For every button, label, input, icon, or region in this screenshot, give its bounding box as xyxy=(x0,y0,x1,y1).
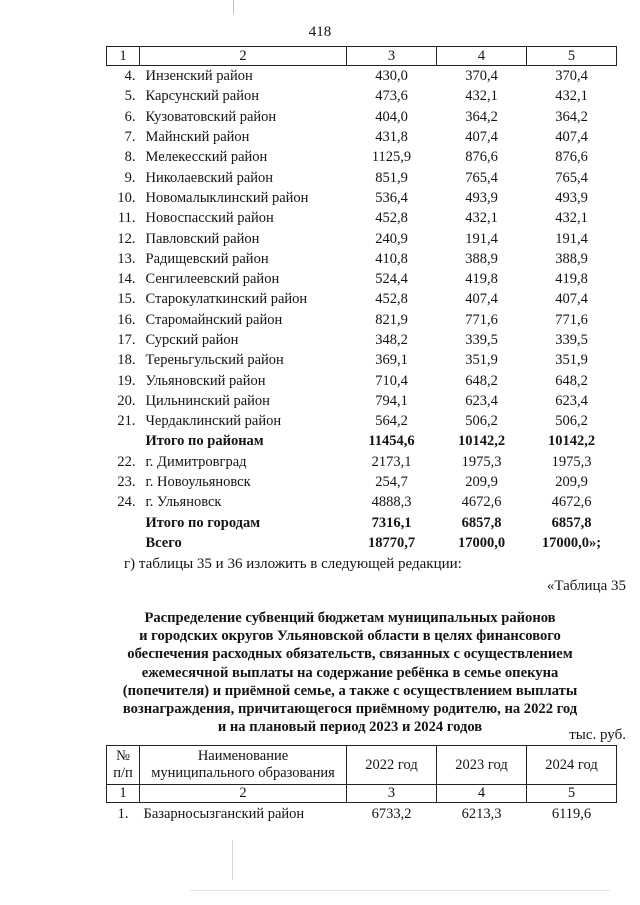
column-number: 4 xyxy=(437,785,527,803)
row-name: Цильнинский район xyxy=(145,392,270,409)
scan-mark xyxy=(190,890,610,891)
table-row xyxy=(107,269,617,289)
value-2023: 10142,2 xyxy=(457,433,506,450)
row-name: Тереньгульский район xyxy=(145,352,284,369)
value-2023: 432,1 xyxy=(465,210,498,227)
value-2024: 419,8 xyxy=(555,271,588,288)
row-number: 23. xyxy=(117,474,136,491)
row-name: г. Ульяновск xyxy=(145,494,222,511)
table-row xyxy=(107,107,617,127)
value-2023: 4672,6 xyxy=(461,494,502,511)
row-number: 5. xyxy=(124,88,136,105)
header-cell-2022: 2022 год xyxy=(347,746,437,785)
value-2022: 4888,3 xyxy=(371,494,412,511)
value-2023: 1975,3 xyxy=(461,453,502,470)
header-cell-number xyxy=(107,746,140,785)
value-2023: 388,9 xyxy=(465,250,498,267)
value-2024: 432,1 xyxy=(555,88,588,105)
value-2022: 794,1 xyxy=(375,392,408,409)
row-number: 8. xyxy=(124,149,136,166)
row-name: Итого по районам xyxy=(145,433,264,450)
value-2024: 771,6 xyxy=(555,311,588,328)
value-2022: 348,2 xyxy=(375,332,408,348)
value-2022: 473,6 xyxy=(375,88,408,105)
amendment-text: г) таблицы 35 и 36 изложить в следующей редакции: xyxy=(124,556,462,572)
value-2024: 432,1 xyxy=(555,210,588,227)
table-row xyxy=(107,330,617,350)
row-name: Старокулаткинский район xyxy=(145,291,308,308)
row-name: Карсунский район xyxy=(145,88,260,105)
value-2022: 7316,1 xyxy=(371,514,412,531)
column-number-row xyxy=(107,47,617,66)
header-cell-2024: 2024 год xyxy=(527,746,617,785)
row-name: Радищевский район xyxy=(145,250,269,267)
value-2024: 6119,6 xyxy=(551,805,592,822)
value-2023: 209,9 xyxy=(465,474,498,491)
value-2023: 432,1 xyxy=(465,88,498,105)
table-row xyxy=(107,66,617,87)
column-number: 2 xyxy=(140,47,347,66)
row-number: 12. xyxy=(117,230,136,247)
value-2023: 407,4 xyxy=(465,129,498,146)
total-row xyxy=(107,431,617,451)
table-row xyxy=(107,147,617,167)
table-row xyxy=(107,208,617,228)
column-number: 4 xyxy=(437,47,527,66)
title-line: и городских округов Ульяновской области в целях финансового xyxy=(139,628,561,645)
value-2022: 404,0 xyxy=(375,108,408,125)
total-row xyxy=(107,513,617,533)
title-line: Распределение субвенций бюджетам муниципальных районов xyxy=(144,610,556,626)
row-number: 15. xyxy=(117,291,136,308)
value-2023: 419,8 xyxy=(465,271,498,288)
row-number: 24. xyxy=(117,494,136,511)
value-2022: 430,0 xyxy=(375,68,408,85)
value-2022: 851,9 xyxy=(375,169,408,186)
value-2023: 623,4 xyxy=(465,392,498,409)
table-row xyxy=(107,350,617,370)
table-row xyxy=(107,188,617,208)
value-2024: 388,9 xyxy=(555,250,588,267)
value-2023: 370,4 xyxy=(465,68,498,85)
row-number: 16. xyxy=(117,311,136,328)
table-row xyxy=(107,310,617,330)
value-2024: 1975,3 xyxy=(551,453,592,470)
table-reference: «Таблица 35 xyxy=(546,578,626,594)
row-number: 17. xyxy=(117,332,136,348)
value-2022: 564,2 xyxy=(375,413,408,430)
row-name: Мелекесский район xyxy=(145,149,268,166)
row-number: 14. xyxy=(117,271,136,288)
value-2023: 648,2 xyxy=(465,372,498,389)
row-number: 18. xyxy=(117,352,136,369)
column-number: 5 xyxy=(527,785,617,803)
scan-mark xyxy=(232,840,233,880)
row-number xyxy=(107,533,140,553)
row-name: Майнский район xyxy=(145,129,250,146)
row-number: 20. xyxy=(117,392,136,409)
value-2024: 4672,6 xyxy=(551,494,592,511)
row-name: Всего xyxy=(145,534,182,551)
value-2024: 876,6 xyxy=(555,149,588,166)
row-name: Итого по городам xyxy=(145,514,261,531)
title-line: вознаграждения, причитающегося приёмному родителю, на 2022 год xyxy=(122,701,578,718)
table-row xyxy=(107,249,617,269)
table-row xyxy=(107,803,617,826)
column-number: 3 xyxy=(347,47,437,66)
row-number: 1. xyxy=(117,805,129,822)
header-text: муниципального образования xyxy=(151,765,335,781)
value-2024: 623,4 xyxy=(555,392,588,409)
value-2022: 254,7 xyxy=(375,474,408,491)
value-2022: 431,8 xyxy=(375,129,408,146)
column-number: 2 xyxy=(140,785,347,803)
row-number: 22. xyxy=(117,453,136,470)
value-2024: 407,4 xyxy=(555,129,588,146)
value-2024: 765,4 xyxy=(555,169,588,186)
value-2024: 191,4 xyxy=(555,230,588,247)
table-row xyxy=(107,391,617,411)
row-name: Николаевский район xyxy=(145,169,274,186)
value-2022: 536,4 xyxy=(375,189,408,206)
row-number: 7. xyxy=(124,129,136,146)
table-row xyxy=(107,289,617,309)
value-2022: 1125,9 xyxy=(371,149,412,166)
title-line: и на плановый период 2023 и 2024 годов xyxy=(217,719,483,736)
row-number: 21. xyxy=(117,413,136,430)
value-2022: 369,1 xyxy=(375,352,408,369)
row-name: Павловский район xyxy=(145,230,260,247)
column-number: 1 xyxy=(107,47,140,66)
value-2023: 339,5 xyxy=(465,332,498,348)
row-name: Новоспасский район xyxy=(145,210,274,227)
value-2024: 370,4 xyxy=(555,68,588,85)
value-2022: 524,4 xyxy=(375,271,408,288)
value-2024: 506,2 xyxy=(555,413,588,430)
value-2023: 191,4 xyxy=(465,230,498,247)
value-2023: 493,9 xyxy=(465,189,498,206)
value-2023: 351,9 xyxy=(465,352,498,369)
table-title xyxy=(70,609,630,736)
title-line: обеспечения расходных обязательств, связанных с осуществлением xyxy=(127,646,573,663)
value-2023: 364,2 xyxy=(465,108,498,125)
page-number: 418 xyxy=(308,24,332,40)
column-number: 3 xyxy=(347,785,437,803)
header-text: п/п xyxy=(113,765,133,781)
value-2023: 876,6 xyxy=(465,149,498,166)
value-2022: 821,9 xyxy=(375,311,408,328)
value-2023: 765,4 xyxy=(465,169,498,186)
value-2022: 452,8 xyxy=(375,210,408,227)
row-name: Базарносызганский район xyxy=(143,805,305,822)
column-number: 1 xyxy=(107,785,140,803)
table-row xyxy=(107,452,617,472)
row-name: Новомалыклинский район xyxy=(145,189,309,206)
row-number xyxy=(107,513,140,533)
column-number: 5 xyxy=(527,47,617,66)
row-name: Ульяновский район xyxy=(145,372,266,389)
row-name: г. Димитровград xyxy=(145,453,247,470)
subvention-table-continued xyxy=(106,46,617,553)
row-name: Сенгилеевский район xyxy=(145,271,280,288)
value-2024: 339,5 xyxy=(555,332,588,348)
title-line: ежемесячной выплаты на содержание ребёнка в семье опекуна xyxy=(141,664,559,681)
value-2022: 452,8 xyxy=(375,291,408,308)
value-2022: 410,8 xyxy=(375,250,408,267)
header-text: Наименование xyxy=(197,748,289,764)
unit-label: тыс. руб. xyxy=(569,727,626,743)
value-2024: 17000,0»; xyxy=(541,534,602,551)
row-name: Сурский район xyxy=(145,332,239,348)
table-row xyxy=(107,370,617,390)
value-2024: 209,9 xyxy=(555,474,588,491)
value-2023: 6857,8 xyxy=(461,514,502,531)
value-2023: 6213,3 xyxy=(461,805,502,822)
row-number: 11. xyxy=(117,210,136,227)
value-2022: 710,4 xyxy=(375,372,408,389)
table-row xyxy=(107,127,617,147)
row-number: 9. xyxy=(124,169,136,186)
row-name: г. Новоульяновск xyxy=(145,474,251,491)
value-2023: 407,4 xyxy=(465,291,498,308)
header-text: № xyxy=(116,748,130,764)
value-2022: 240,9 xyxy=(375,230,408,247)
scan-mark xyxy=(233,0,234,14)
column-number-row xyxy=(107,785,617,803)
value-2024: 493,9 xyxy=(555,189,588,206)
row-name: Кузоватовский район xyxy=(145,108,277,125)
value-2024: 648,2 xyxy=(555,372,588,389)
value-2022: 2173,1 xyxy=(371,453,412,470)
row-number: 4. xyxy=(124,68,136,85)
subvention-table-35 xyxy=(106,745,617,825)
title-line: (попечителя) и приёмной семье, а также с осуществлением выплаты xyxy=(122,682,578,699)
header-cell-2023: 2023 год xyxy=(437,746,527,785)
value-2024: 10142,2 xyxy=(547,433,596,450)
total-row xyxy=(107,533,617,553)
value-2024: 6857,8 xyxy=(551,514,592,531)
table-row xyxy=(107,228,617,248)
row-name: Старомайнский район xyxy=(145,311,283,328)
header-cell-name xyxy=(140,746,347,785)
value-2023: 17000,0 xyxy=(457,534,506,551)
table-row xyxy=(107,167,617,187)
row-number: 19. xyxy=(117,372,136,389)
table-row xyxy=(107,472,617,492)
value-2022: 11454,6 xyxy=(368,433,415,450)
value-2024: 364,2 xyxy=(555,108,588,125)
value-2024: 351,9 xyxy=(555,352,588,369)
row-number: 13. xyxy=(117,250,136,267)
row-name: Инзенский район xyxy=(145,68,253,85)
row-number xyxy=(107,431,140,451)
value-2023: 771,6 xyxy=(465,311,498,328)
value-2022: 18770,7 xyxy=(367,534,416,551)
header-row xyxy=(107,746,617,785)
table-row xyxy=(107,492,617,512)
row-name: Чердаклинский район xyxy=(145,413,282,430)
row-number: 10. xyxy=(117,189,136,206)
value-2024: 407,4 xyxy=(555,291,588,308)
table-row xyxy=(107,411,617,431)
value-2022: 6733,2 xyxy=(371,805,412,822)
row-number: 6. xyxy=(124,108,136,125)
value-2023: 506,2 xyxy=(465,413,498,430)
table-row xyxy=(107,86,617,106)
